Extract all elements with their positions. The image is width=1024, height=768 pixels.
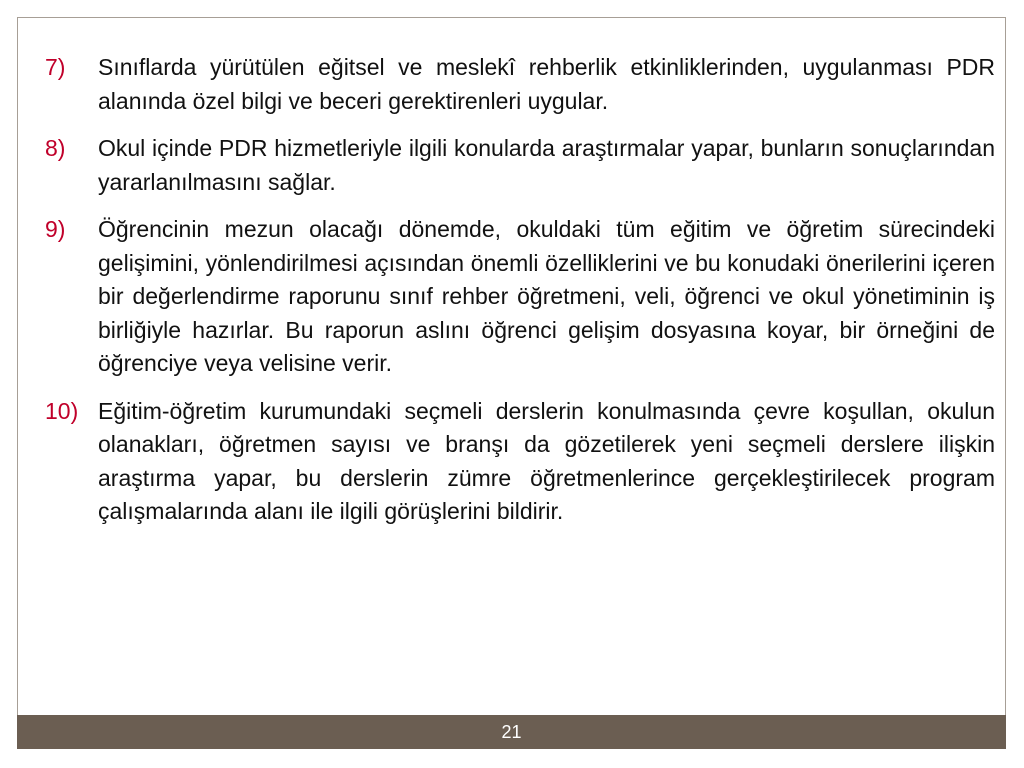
numbered-list <box>45 51 995 543</box>
item-text: Eğitim-öğretim kurumundaki seçmeli derslerin konulmasında çevre koşullan, okulun olanakları, öğretmen sayısı ve branşı da gözetilerek yeni seçmeli derslere ilişkin araştırma yapar, bu derslerin zümre öğretmenlerince gerçekleştirilecek program çalışmalarında alanı ile ilgili görüşlerini bildirir. <box>98 397 995 524</box>
slide-frame <box>17 17 1006 749</box>
item-text: Öğrencinin mezun olacağı dönemde, okuldaki tüm eğitim ve öğretim sürecindeki gelişimini, yönlendirilmesi açısından önemli özelliklerini ve bu konudaki önerilerini içeren bir değerlendirme raporunu sınıf rehber öğretmeni, veli, öğrenci ve okul yönetiminin iş birliğiyle hazırlar. Bu raporun aslını öğrenci gelişim dosyasına koyar, bir örneğini de öğrenciye veya velisine verir. <box>98 216 995 376</box>
list-item-7 <box>45 51 995 118</box>
page-number: 21 <box>501 722 522 742</box>
list-item-10 <box>45 395 995 529</box>
list-item-9 <box>45 213 995 381</box>
item-text: Okul içinde PDR hizmetleriyle ilgili konularda araştırmalar yapar, bunların sonuçlarından yararlanılmasını sağlar. <box>98 135 995 195</box>
item-number: 8) <box>45 135 66 161</box>
item-number: 9) <box>45 216 66 242</box>
item-text: Sınıflarda yürütülen eğitsel ve meslekî rehberlik etkinliklerinden, uygulanması PDR alanında özel bilgi ve beceri gerektirenleri uygular. <box>98 54 995 114</box>
item-number: 10) <box>45 397 79 424</box>
list-item-8 <box>45 132 995 199</box>
item-number: 7) <box>45 54 66 80</box>
footer-bar <box>17 715 1006 749</box>
